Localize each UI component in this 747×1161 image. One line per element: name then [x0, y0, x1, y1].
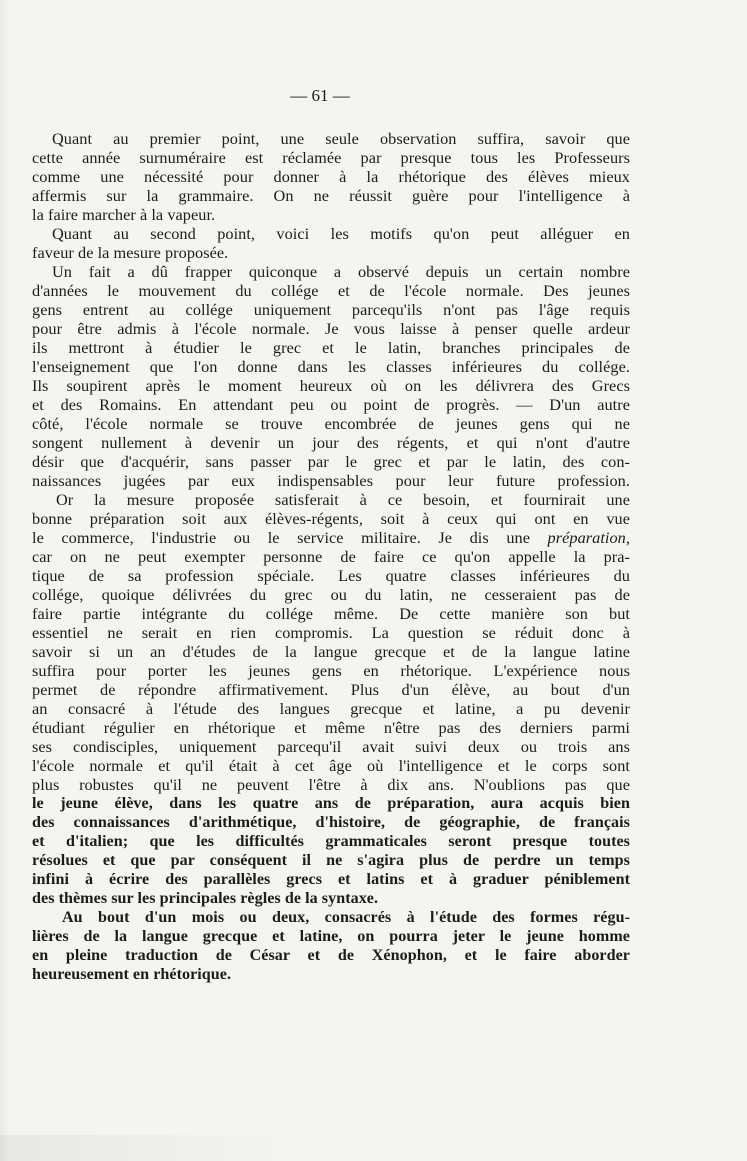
text-line: an consacré à l'étude des langues grecque et latine, a pu devenir — [32, 699, 630, 718]
text-line: essentiel ne serait en rien compromis. La question se réduit donc à — [32, 623, 630, 642]
text-line: comme une nécessité pour donner à la rhétorique des élèves mieux — [32, 167, 630, 186]
text-line: car on ne peut exempter personne de faire ce qu'on appelle la pra- — [32, 547, 630, 566]
text-line: le jeune élève, dans les quatre ans de préparation, aura acquis bien — [32, 795, 630, 812]
text-line: permet de répondre affirmativement. Plus d'un élève, au bout d'un — [32, 680, 630, 699]
text-line: ils mettront à étudier le grec et le latin, branches principales de — [32, 338, 630, 357]
text-line: ses condisciples, uniquement parcequ'il avait suivi deux ou trois ans — [32, 737, 630, 756]
text-line: en pleine traduction de César et de Xénophon, et le faire aborder — [32, 947, 630, 964]
text-line: bonne préparation soit aux élèves-régents, soit à ceux qui ont en vue — [32, 509, 630, 528]
text-line: côté, l'école normale se trouve encombrée de jeunes gens qui ne — [32, 414, 630, 433]
text-fragment: le commerce, l'industrie ou le service militaire. Je dis une — [32, 528, 548, 547]
italic-word: préparation, — [547, 528, 630, 547]
paragraph-3 — [32, 262, 630, 490]
text-line-with-italic — [32, 528, 630, 547]
text-line: pour être admis à l'école normale. Je vous laisse à penser quelle ardeur — [32, 319, 630, 338]
text-line: savoir si un an d'études de la langue grecque et de la langue latine — [32, 642, 630, 661]
text-line: suffira pour porter les jeunes gens en rhétorique. L'expérience nous — [32, 661, 630, 680]
paragraph-2 — [32, 224, 630, 262]
text-line: Quant au second point, voici les motifs qu'on peut alléguer en — [52, 224, 630, 243]
paragraph-1 — [32, 129, 630, 224]
text-line: Au bout d'un mois ou deux, consacrés à l'étude des formes régu- — [62, 909, 630, 926]
page-edge-shadow — [0, 0, 10, 1161]
body-text — [32, 129, 630, 984]
text-line: gens entrent au collége uniquement parcequ'ils n'ont pas l'âge requis — [32, 300, 630, 319]
text-line: la faire marcher à la vapeur. — [32, 205, 216, 224]
text-line: infini à écrire des parallèles grecs et latins et à graduer péniblement — [32, 871, 630, 888]
text-line: et d'italien; que les difficultés grammaticales seront presque toutes — [32, 833, 630, 850]
text-line: lières de la langue grecque et latine, on pourra jeter le jeune homme — [32, 928, 630, 945]
text-line: plus robustes qu'il ne peuvent l'être à dix ans. N'oublions pas que — [32, 775, 630, 794]
text-line: naissances jugées par eux indispensables pour leur future profession. — [32, 471, 630, 490]
text-line: cette année surnuméraire est réclamée par presque tous les Professeurs — [32, 148, 630, 167]
text-line: d'années le mouvement du collége et de l'école normale. Des jeunes — [32, 281, 630, 300]
text-line: résolues et que par conséquent il ne s'agira plus de perdre un temps — [32, 852, 630, 869]
paragraph-4 — [32, 490, 630, 908]
text-line: faveur de la mesure proposée. — [32, 243, 229, 262]
text-line: des connaissances d'arithmétique, d'histoire, de géographie, de français — [32, 814, 630, 831]
paragraph-5 — [32, 908, 630, 984]
text-line: l'enseignement que l'on donne dans les classes inférieures du collége. — [32, 357, 630, 376]
text-line: Quant au premier point, une seule observation suffira, savoir que — [52, 129, 630, 148]
text-line: songent nullement à devenir un jour des régents, et qui n'ont d'autre — [32, 433, 630, 452]
darker-print-zone — [32, 794, 630, 908]
text-line: affermis sur la grammaire. On ne réussit guère pour l'intelligence à — [32, 186, 630, 205]
text-line: des thèmes sur les principales règles de la syntaxe. — [32, 890, 379, 907]
page-number: — 61 — — [290, 86, 350, 105]
text-line: Or la mesure proposée satisferait à ce besoin, et fournirait une — [56, 490, 630, 509]
text-line: l'école normale et qu'il était à cet âge où l'intelligence et le corps sont — [32, 756, 630, 775]
text-line: Un fait a dû frapper quiconque a observé depuis un certain nombre — [52, 262, 630, 281]
text-line: et des Romains. En attendant peu ou point de progrès. — D'un autre — [32, 395, 630, 414]
text-line: Ils soupirent après le moment heureux où on les délivrera des Grecs — [32, 376, 630, 395]
text-line: tique de sa profession spéciale. Les quatre classes inférieures du — [32, 566, 630, 585]
text-line: désir que d'acquérir, sans passer par le grec et par le latin, des con- — [32, 452, 630, 471]
text-line: heureusement en rhétorique. — [32, 966, 232, 983]
scan-artifact — [0, 1135, 300, 1161]
text-line: étudiant régulier en rhétorique et même n'être pas des derniers parmi — [32, 718, 630, 737]
text-line: collége, quoique délivrées du grec ou du latin, ne cesseraient pas de — [32, 585, 630, 604]
text-line: faire partie intégrante du collége même. De cette manière son but — [32, 604, 630, 623]
